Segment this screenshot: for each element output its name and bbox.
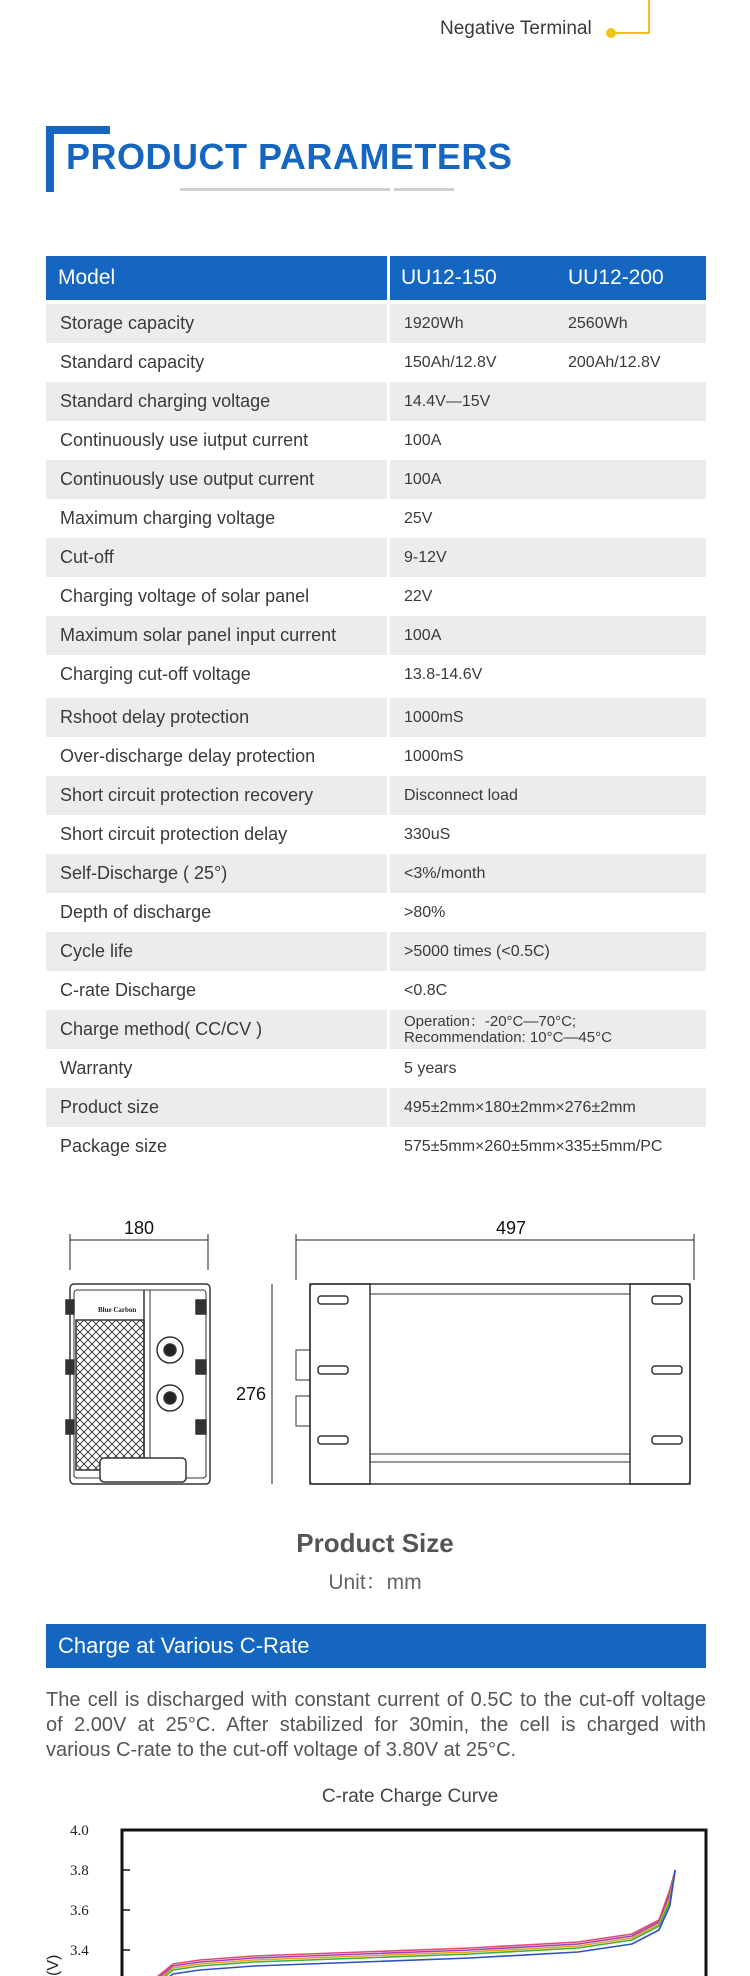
- param-value-uu12-150: >80%: [404, 903, 446, 921]
- param-name: Short circuit protection delay: [46, 815, 390, 854]
- param-value-uu12-150: 22V: [404, 587, 433, 605]
- param-value-uu12-150: 9-12V: [404, 548, 447, 566]
- param-name: Storage capacity: [46, 304, 390, 343]
- param-name: Maximum solar panel input current: [46, 616, 390, 655]
- table-row: [46, 421, 706, 460]
- table-row: [46, 854, 706, 893]
- param-name: Self-Discharge ( 25°): [46, 854, 390, 893]
- param-value-uu12-150: 575±5mm×260±5mm×335±5mm/PC: [404, 1137, 663, 1155]
- param-value-uu12-150: <3%/month: [404, 864, 486, 882]
- param-name: Warranty: [46, 1049, 390, 1088]
- param-value-uu12-150: 25V: [404, 509, 433, 527]
- param-value-uu12-150: 150Ah/12.8V: [404, 353, 497, 371]
- param-name: Cut-off: [46, 538, 390, 577]
- param-value-uu12-150: 100A: [404, 431, 442, 449]
- param-name: Depth of discharge: [46, 893, 390, 932]
- dim-height: 276: [236, 1384, 267, 1404]
- param-name: Rshoot delay protection: [46, 698, 390, 737]
- param-value-uu12-150: 100A: [404, 626, 442, 644]
- table-row: [46, 343, 706, 382]
- param-name: Charging cut-off voltage: [46, 655, 390, 694]
- param-value-uu12-150: 14.4V—15V: [404, 392, 491, 410]
- charge-section-bar: Charge at Various C-Rate: [46, 1624, 706, 1668]
- param-value-uu12-200: 2560Wh: [568, 314, 628, 332]
- param-value-uu12-150: 5 years: [404, 1059, 457, 1077]
- table-row: [46, 577, 706, 616]
- y-tick-label: 3.6: [70, 1903, 89, 1919]
- header-model: Model: [46, 256, 390, 300]
- param-name: Over-discharge delay protection: [46, 737, 390, 776]
- table-row: [46, 776, 706, 815]
- table-row: [46, 932, 706, 971]
- y-tick-label: 3.8: [70, 1863, 89, 1879]
- callout-dot-icon: [606, 28, 616, 38]
- param-value: [390, 1014, 706, 1046]
- table-row: [46, 971, 706, 1010]
- battery-front-view: [296, 1284, 690, 1484]
- table-row: [46, 655, 706, 694]
- header-uu12-200: UU12-200: [568, 266, 664, 289]
- param-name: Charge method( CC/CV ): [46, 1010, 390, 1049]
- logo-text: Blue Carbon: [98, 1306, 137, 1314]
- product-size-title: Product Size: [296, 1528, 454, 1558]
- chart-title: C-rate Charge Curve: [321, 1786, 499, 1807]
- param-name: Standard capacity: [46, 343, 390, 382]
- callout-line: [616, 32, 650, 34]
- param-value-uu12-150: 13.8-14.6V: [404, 665, 483, 683]
- table-row: [46, 1010, 706, 1049]
- table-row: [46, 1127, 706, 1166]
- param-name: Maximum charging voltage: [46, 499, 390, 538]
- param-value-uu12-150: 1000mS: [404, 747, 464, 765]
- param-name: Cycle life: [46, 932, 390, 971]
- y-axis-label: (V): [45, 1954, 62, 1976]
- param-name: Standard charging voltage: [46, 382, 390, 421]
- param-name: C-rate Discharge: [46, 971, 390, 1010]
- product-dimension-drawing: [0, 1200, 750, 1500]
- param-value-uu12-200: 200Ah/12.8V: [568, 353, 661, 371]
- table-header: [46, 256, 706, 300]
- parameters-table: [46, 256, 706, 1166]
- param-name: Package size: [46, 1127, 390, 1166]
- table-row: [46, 737, 706, 776]
- table-row: [46, 460, 706, 499]
- c-rate-charge-chart: [0, 1780, 750, 1976]
- table-row: [46, 815, 706, 854]
- param-value-line: Operation：-20°C—70°C;: [404, 1012, 577, 1030]
- heading-underline: [180, 188, 390, 191]
- param-value-uu12-150: >5000 times (<0.5C): [404, 942, 550, 960]
- param-name: Short circuit protection recovery: [46, 776, 390, 815]
- table-row: [46, 382, 706, 421]
- param-value-uu12-150: 330uS: [404, 825, 451, 843]
- callout-line-vertical: [648, 0, 650, 34]
- dim-width-large: 497: [496, 1218, 527, 1238]
- table-body: [46, 304, 706, 1166]
- table-row: [46, 499, 706, 538]
- param-value-uu12-150: 1000mS: [404, 708, 464, 726]
- charge-description: The cell is discharged with constant current of 0.5C to the cut-off voltage of 2.00V at 25°C. After stabilized for 30min, the cell is charged with various C-rate to the cut-off voltage of 3.80V at 25°C.: [46, 1689, 706, 1761]
- param-name: Continuously use output current: [46, 460, 390, 499]
- table-row: [46, 893, 706, 932]
- battery-side-view: [66, 1284, 210, 1484]
- param-value-uu12-150: 100A: [404, 470, 442, 488]
- product-size-unit: Unit：mm: [328, 1571, 422, 1594]
- table-row: [46, 698, 706, 737]
- param-value-line: Recommendation: 10°C—45°C: [404, 1028, 612, 1046]
- param-value-uu12-150: <0.8C: [404, 981, 448, 999]
- param-value-uu12-150: 495±2mm×180±2mm×276±2mm: [404, 1098, 636, 1116]
- y-tick-label: 4.0: [70, 1823, 89, 1839]
- table-row: [46, 1088, 706, 1127]
- header-uu12-150: UU12-150: [401, 266, 497, 289]
- param-value-uu12-150: Disconnect load: [404, 786, 518, 804]
- param-value-uu12-150: 1920Wh: [404, 314, 464, 332]
- param-name: Charging voltage of solar panel: [46, 577, 390, 616]
- heading-underline-short: [394, 188, 454, 191]
- table-row: [46, 304, 706, 343]
- table-row: [46, 538, 706, 577]
- y-tick-label: 3.4: [70, 1943, 89, 1959]
- dim-width-small: 180: [124, 1218, 155, 1238]
- section-title: PRODUCT PARAMETERS: [66, 136, 513, 177]
- table-row: [46, 1049, 706, 1088]
- param-name: Product size: [46, 1088, 390, 1127]
- negative-terminal-label: Negative Terminal: [440, 18, 592, 39]
- param-name: Continuously use iutput current: [46, 421, 390, 460]
- table-row: [46, 616, 706, 655]
